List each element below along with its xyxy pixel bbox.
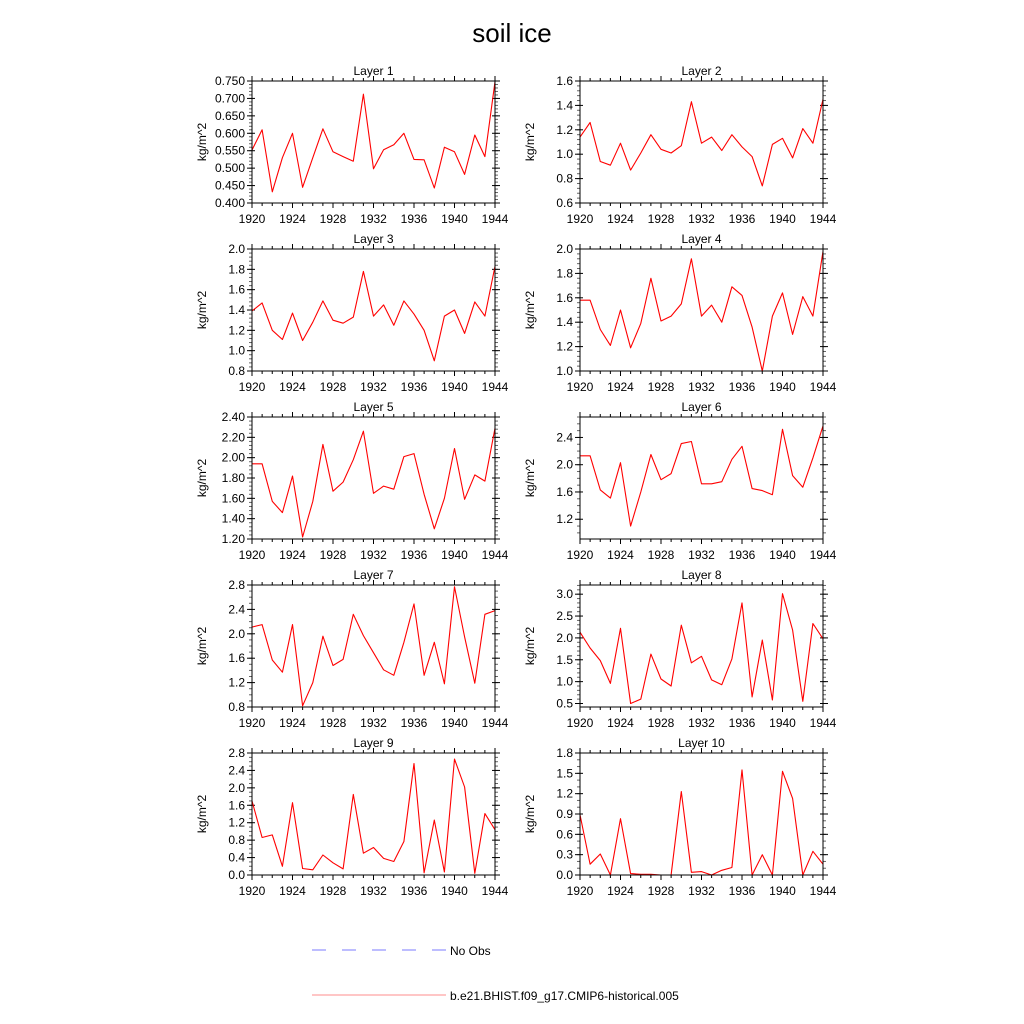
x-tick-label: 1932 — [360, 212, 387, 226]
x-tick-label: 1932 — [688, 548, 715, 562]
y-tick-label: 1.0 — [556, 147, 573, 162]
x-tick-label: 1940 — [441, 716, 468, 730]
panel-layer-5 — [195, 400, 509, 562]
x-tick-label: 1920 — [238, 380, 266, 394]
y-tick-label: 1.0 — [556, 364, 573, 378]
x-tick-label: 1940 — [441, 548, 468, 562]
x-tick-label: 1944 — [481, 548, 509, 562]
y-tick-label: 1.8 — [556, 266, 573, 281]
y-tick-label: 2.4 — [228, 763, 245, 778]
x-tick-label: 1944 — [809, 716, 837, 730]
x-tick-label: 1944 — [809, 548, 837, 562]
panel-layer-9 — [195, 736, 509, 898]
x-tick-label: 1944 — [481, 884, 509, 898]
x-tick-label: 1928 — [319, 884, 347, 898]
x-tick-label: 1936 — [400, 716, 428, 730]
y-tick-label: 3.0 — [556, 587, 573, 602]
x-tick-label: 1920 — [238, 884, 266, 898]
x-tick-label: 1920 — [566, 884, 594, 898]
x-tick-label: 1928 — [647, 380, 675, 394]
panels — [195, 64, 837, 898]
panel-layer-1 — [195, 64, 509, 226]
x-tick-label: 1932 — [360, 884, 387, 898]
series-line — [252, 759, 495, 873]
y-tick-label: 0.8 — [228, 364, 245, 378]
y-tick-label: 1.6 — [228, 651, 245, 666]
y-tick-label: 1.6 — [556, 74, 573, 88]
x-tick-label: 1936 — [400, 548, 428, 562]
y-tick-label: 0.550 — [214, 143, 245, 158]
series-line — [252, 587, 495, 706]
panel-layer-6 — [523, 400, 837, 562]
y-tick-label: 0.0 — [556, 868, 573, 882]
y-tick-label: 0.4 — [228, 850, 245, 865]
x-tick-label: 1932 — [360, 380, 387, 394]
y-axis-label: kg/m^2 — [523, 794, 537, 834]
x-tick-label: 1936 — [400, 380, 428, 394]
x-tick-label: 1940 — [769, 212, 796, 226]
x-tick-label: 1920 — [566, 548, 594, 562]
plot-frame — [580, 753, 823, 875]
x-tick-label: 1920 — [238, 716, 266, 730]
y-tick-label: 1.40 — [221, 511, 245, 526]
x-tick-label: 1928 — [319, 212, 347, 226]
x-tick-label: 1928 — [647, 716, 675, 730]
x-tick-label: 1936 — [728, 548, 756, 562]
x-tick-label: 1932 — [688, 884, 715, 898]
y-tick-label: 0.700 — [214, 91, 245, 106]
y-tick-label: 1.6 — [556, 290, 573, 305]
y-tick-label: 0.600 — [214, 126, 245, 141]
x-tick-label: 1924 — [279, 548, 306, 562]
y-axis-label: kg/m^2 — [523, 626, 537, 666]
y-tick-label: 0.400 — [214, 196, 245, 210]
x-tick-label: 1924 — [279, 380, 306, 394]
x-tick-label: 1928 — [319, 716, 347, 730]
plot-frame — [580, 585, 823, 707]
panel-layer-3 — [195, 232, 509, 394]
y-tick-label: 0.500 — [214, 161, 245, 176]
y-tick-label: 0.8 — [556, 171, 573, 186]
plot-frame — [252, 417, 495, 539]
x-tick-label: 1920 — [566, 716, 594, 730]
x-tick-label: 1940 — [769, 548, 796, 562]
panel-title: Layer 8 — [681, 568, 722, 582]
panel-layer-7 — [195, 568, 509, 730]
series-line — [580, 594, 823, 704]
x-tick-label: 1944 — [809, 884, 837, 898]
x-tick-label: 1944 — [481, 380, 509, 394]
x-tick-label: 1924 — [607, 548, 634, 562]
y-axis-label: kg/m^2 — [523, 290, 537, 330]
y-axis-label: kg/m^2 — [523, 458, 537, 498]
y-tick-label: 1.2 — [228, 323, 245, 338]
x-tick-label: 1940 — [769, 380, 796, 394]
x-tick-label: 1940 — [441, 884, 468, 898]
x-tick-label: 1944 — [809, 212, 837, 226]
y-tick-label: 2.0 — [228, 780, 245, 795]
panel-layer-4 — [523, 232, 837, 394]
y-tick-label: 1.6 — [556, 484, 573, 499]
x-tick-label: 1924 — [607, 212, 634, 226]
y-tick-label: 0.450 — [214, 178, 245, 193]
x-tick-label: 1924 — [279, 212, 306, 226]
y-tick-label: 1.4 — [556, 98, 573, 113]
y-tick-label: 2.8 — [228, 578, 245, 592]
panel-layer-10 — [523, 736, 837, 898]
y-tick-label: 0.750 — [214, 74, 245, 88]
series-line — [252, 428, 495, 537]
y-axis-label: kg/m^2 — [195, 794, 209, 834]
x-tick-label: 1932 — [360, 548, 387, 562]
y-tick-label: 0.9 — [556, 807, 573, 821]
panel-title: Layer 6 — [681, 400, 722, 414]
plot-frame — [252, 249, 495, 371]
x-tick-label: 1936 — [728, 380, 756, 394]
y-tick-label: 1.2 — [556, 786, 573, 801]
x-tick-label: 1928 — [647, 212, 675, 226]
y-tick-label: 1.0 — [228, 343, 245, 358]
y-tick-label: 0.650 — [214, 108, 245, 123]
x-tick-label: 1924 — [607, 716, 634, 730]
y-tick-label: 0.5 — [556, 696, 573, 711]
panel-layer-8 — [523, 568, 837, 730]
y-tick-label: 1.2 — [228, 675, 245, 690]
x-tick-label: 1928 — [647, 884, 675, 898]
x-tick-label: 1936 — [400, 212, 428, 226]
panel-title: Layer 4 — [681, 232, 722, 246]
y-tick-label: 2.4 — [556, 430, 573, 445]
y-tick-label: 1.20 — [221, 532, 245, 546]
x-tick-label: 1932 — [688, 212, 715, 226]
panel-title: Layer 10 — [678, 736, 725, 750]
x-tick-label: 1928 — [319, 548, 347, 562]
y-tick-label: 1.6 — [228, 798, 245, 813]
y-tick-label: 1.2 — [556, 339, 573, 354]
x-tick-label: 1936 — [400, 884, 428, 898]
y-tick-label: 0.8 — [228, 700, 245, 714]
figure-title: soil ice — [472, 18, 552, 48]
panel-title: Layer 7 — [353, 568, 394, 582]
y-tick-label: 1.8 — [228, 262, 245, 277]
panel-title: Layer 9 — [353, 736, 394, 750]
y-tick-label: 2.40 — [221, 410, 245, 424]
y-tick-label: 0.0 — [228, 868, 245, 882]
x-tick-label: 1940 — [769, 884, 796, 898]
y-tick-label: 1.4 — [556, 315, 573, 330]
y-tick-label: 1.80 — [221, 471, 245, 485]
panel-layer-2 — [523, 64, 837, 226]
x-tick-label: 1936 — [728, 716, 756, 730]
legend-label-no-obs: No Obs — [450, 944, 491, 958]
y-axis-label: kg/m^2 — [195, 626, 209, 666]
panel-title: Layer 5 — [353, 400, 394, 414]
legend — [312, 944, 679, 1003]
y-tick-label: 1.2 — [228, 815, 245, 830]
y-tick-label: 0.6 — [556, 196, 573, 210]
x-tick-label: 1936 — [728, 212, 756, 226]
y-tick-label: 2.4 — [228, 602, 245, 617]
y-tick-label: 2.00 — [221, 450, 245, 465]
y-axis-label: kg/m^2 — [195, 458, 209, 498]
legend-label-model: b.e21.BHIST.f09_g17.CMIP6-historical.005 — [450, 989, 679, 1003]
y-tick-label: 2.8 — [228, 746, 245, 760]
x-tick-label: 1924 — [607, 380, 634, 394]
y-tick-label: 1.5 — [556, 766, 573, 781]
x-tick-label: 1920 — [238, 212, 266, 226]
x-tick-label: 1940 — [769, 716, 796, 730]
x-tick-label: 1924 — [279, 884, 306, 898]
y-tick-label: 1.6 — [228, 282, 245, 297]
x-tick-label: 1944 — [481, 212, 509, 226]
x-tick-label: 1924 — [279, 716, 306, 730]
y-tick-label: 0.8 — [228, 833, 245, 848]
panel-title: Layer 3 — [353, 232, 394, 246]
y-tick-label: 1.8 — [556, 746, 573, 760]
y-tick-label: 1.5 — [556, 652, 573, 667]
y-tick-label: 2.0 — [556, 630, 573, 645]
x-tick-label: 1932 — [688, 380, 715, 394]
x-tick-label: 1932 — [688, 716, 715, 730]
x-tick-label: 1936 — [728, 884, 756, 898]
y-tick-label: 1.60 — [221, 491, 245, 506]
x-tick-label: 1932 — [360, 716, 387, 730]
y-axis-label: kg/m^2 — [195, 290, 209, 330]
y-axis-label: kg/m^2 — [523, 122, 537, 162]
y-tick-label: 1.4 — [228, 303, 245, 317]
y-tick-label: 0.3 — [556, 847, 573, 862]
x-tick-label: 1944 — [809, 380, 837, 394]
y-tick-label: 2.0 — [556, 457, 573, 472]
x-tick-label: 1920 — [566, 212, 594, 226]
x-tick-label: 1928 — [319, 380, 347, 394]
panel-title: Layer 2 — [681, 64, 722, 78]
y-tick-label: 2.0 — [556, 242, 573, 256]
y-tick-label: 1.2 — [556, 122, 573, 137]
series-line — [580, 770, 823, 875]
x-tick-label: 1924 — [607, 884, 634, 898]
y-tick-label: 2.0 — [228, 626, 245, 641]
panel-title: Layer 1 — [353, 64, 394, 78]
y-tick-label: 1.0 — [556, 674, 573, 689]
x-tick-label: 1944 — [481, 716, 509, 730]
y-tick-label: 1.2 — [556, 512, 573, 527]
series-line — [580, 426, 823, 526]
series-line — [252, 82, 495, 192]
y-tick-label: 2.5 — [556, 609, 573, 624]
y-tick-label: 0.6 — [556, 827, 573, 842]
x-tick-label: 1928 — [647, 548, 675, 562]
series-line — [580, 99, 823, 186]
x-tick-label: 1920 — [566, 380, 594, 394]
series-line — [252, 266, 495, 361]
x-tick-label: 1920 — [238, 548, 266, 562]
y-axis-label: kg/m^2 — [195, 122, 209, 162]
x-tick-label: 1940 — [441, 212, 468, 226]
y-tick-label: 2.20 — [221, 430, 245, 445]
series-line — [580, 251, 823, 371]
y-tick-label: 2.0 — [228, 242, 245, 256]
x-tick-label: 1940 — [441, 380, 468, 394]
